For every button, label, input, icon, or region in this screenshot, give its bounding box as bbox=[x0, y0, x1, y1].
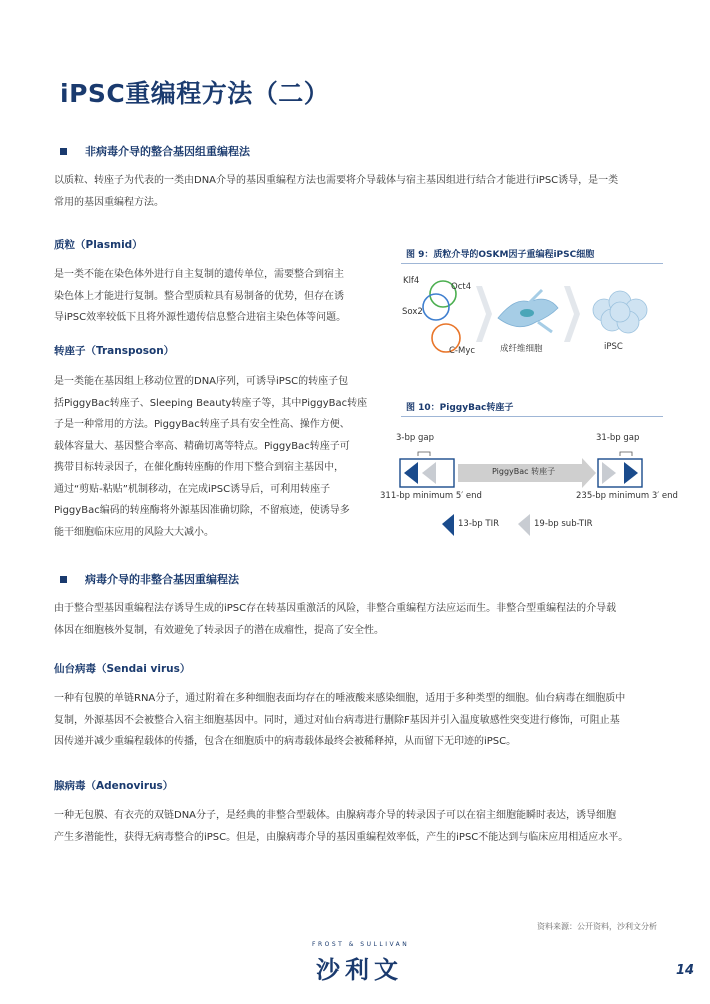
section2-intro bbox=[54, 598, 666, 641]
ipsc-cluster-icon bbox=[593, 291, 647, 333]
label-cmyc: C-Myc bbox=[449, 346, 476, 356]
text-line: 载体容量大、基因整合率高、精确切离等特点。PiggyBac转座子可 bbox=[54, 440, 350, 452]
transposon-heading: 转座子（Transposon） bbox=[54, 345, 175, 357]
label-oct4: Oct4 bbox=[451, 282, 472, 292]
arrow-right-icon bbox=[564, 286, 580, 342]
fibroblast-cell-icon bbox=[498, 290, 558, 332]
text-line: 携带目标转录因子，在催化酶转座酶的作用下整合到宿主基因中， bbox=[54, 462, 344, 473]
section-heading-non-viral bbox=[60, 143, 250, 159]
text-line: 一种无包膜、有衣壳的双链DNA分子，是经典的非整合型载体。由腺病毒介导的转录因子可以在宿主细胞能瞬时表达，诱导细胞 bbox=[54, 810, 617, 821]
figure9-title: 图 9：质粒介导的OSKM因子重编程iPSC细胞 bbox=[406, 250, 595, 260]
figure10-title: 图 10：PiggyBac转座子 bbox=[406, 403, 514, 413]
label-311bp: 311-bp minimum 5′ end bbox=[380, 491, 482, 501]
text-line: 一种有包膜的单链RNA分子，通过附着在多种细胞表面均存在的唾液酸来感染细胞，适用于多种类型的细胞。仙台病毒在细胞质中 bbox=[54, 693, 626, 704]
text-line: 导iPSC效率较低下且将外源性遗传信息整合进宿主染色体等问题。 bbox=[54, 312, 347, 323]
text-line: 由于整合型基因重编程法存诱导生成的iPSC存在转基因重激活的风险，非整合重编程方法应运而生。非整合型重编程法的介导载 bbox=[54, 603, 617, 614]
arrow-right-icon bbox=[476, 286, 492, 342]
text-line: 复制，外源基因不会被整合入宿主细胞基因中。同时，通过对仙台病毒进行删除F基因并引入温度敏感性突变进行修饰，可阻止基 bbox=[54, 714, 620, 726]
transposon-text bbox=[54, 371, 384, 543]
label-19bp-subtir: 19-bp sub-TIR bbox=[534, 519, 593, 529]
text-line: 染色体上才能进行复制。整合型质粒具有易制备的优势，但存在诱 bbox=[54, 290, 344, 302]
adenovirus-heading: 腺病毒（Adenovirus） bbox=[54, 780, 174, 792]
label-235bp: 235-bp minimum 3′ end bbox=[576, 491, 678, 501]
figure9-divider bbox=[401, 263, 663, 264]
figure10-divider bbox=[401, 416, 663, 417]
gap-bracket-left bbox=[418, 452, 430, 456]
adenovirus-text bbox=[54, 805, 666, 848]
text-line: 以质粒、转座子为代表的一类由DNA介导的基因重编程方法也需要将介导载体与宿主基因组进行结合才能进行iPSC诱导，是一类 bbox=[54, 175, 619, 186]
legend-subtir-icon bbox=[518, 514, 530, 536]
text-line: 因传递并减少重编程载体的传播，包含在细胞质中的病毒载体最终会被稀释掉，从而留下无印迹的iPSC。 bbox=[54, 736, 517, 747]
label-sox2: Sox2 bbox=[402, 307, 423, 317]
label-ipsc: iPSC bbox=[604, 342, 623, 352]
source-note: 资料来源：公开资料，沙利文分析 bbox=[537, 922, 657, 931]
text-line: 能干细胞临床应用的风险大大减小。 bbox=[54, 526, 214, 538]
text-line: PiggyBac编码的转座酶将外源基因准确切除，不留痕迹，使诱导多 bbox=[54, 505, 350, 516]
text-line: 是一类能在基因组上移动位置的DNA序列，可诱导iPSC的转座子包 bbox=[54, 376, 349, 387]
text-line: 通过“剪贴-粘贴”机制移动，在完成iPSC诱导后，可利用转座子 bbox=[54, 483, 331, 495]
text-line: 常用的基因重编程方法。 bbox=[54, 196, 164, 208]
section-heading-viral bbox=[60, 571, 239, 587]
logo-frost-sullivan: FROST & SULLIVAN bbox=[312, 941, 410, 948]
plasmid-heading: 质粒（Plasmid） bbox=[54, 239, 143, 251]
page-title: iPSC重编程方法（二） bbox=[60, 79, 330, 108]
bullet-square-icon bbox=[60, 148, 67, 155]
sendai-heading: 仙台病毒（Sendai virus） bbox=[54, 663, 191, 675]
gap-bracket-right bbox=[620, 452, 632, 456]
label-klf4: Klf4 bbox=[403, 276, 420, 286]
label-fibroblast: 成纤维细胞 bbox=[500, 344, 543, 354]
text-line: 子是一种常用的方法。PiggyBac转座子具有安全性高、操作方便、 bbox=[54, 419, 350, 430]
text-line: 是一类不能在染色体外进行自主复制的遗传单位，需要整合到宿主 bbox=[54, 269, 344, 280]
logo-shaliwen: 沙利文 bbox=[316, 956, 403, 984]
text-line: 体因在细胞核外复制，有效避免了转录因子的潜在成瘤性，提高了安全性。 bbox=[54, 624, 384, 636]
sendai-text bbox=[54, 688, 666, 753]
label-13bp-tir: 13-bp TIR bbox=[458, 519, 499, 529]
plasmid-text bbox=[54, 264, 384, 329]
label-piggybac-core: PiggyBac 转座子 bbox=[492, 467, 556, 476]
text-line: 括PiggyBac转座子、Sleeping Beauty转座子等，其中PiggyBac转座 bbox=[54, 397, 368, 409]
section-heading-text: 病毒介导的非整合基因重编程法 bbox=[85, 573, 239, 586]
section-heading-text: 非病毒介导的整合基因组重编程法 bbox=[85, 145, 250, 158]
label-3bp-gap: 3-bp gap bbox=[396, 433, 434, 443]
label-31bp-gap: 31-bp gap bbox=[596, 433, 640, 443]
bullet-square-icon bbox=[60, 576, 67, 583]
page-number: 14 bbox=[676, 963, 695, 978]
legend-tir-icon bbox=[442, 514, 454, 536]
figure10-diagram bbox=[396, 440, 670, 540]
text-line: 产生多潜能性，获得无病毒整合的iPSC。但是，由腺病毒介导的基因重编程效率低，产生的iPSC不能达到与临床应用相适应水平。 bbox=[54, 831, 629, 843]
section1-intro bbox=[54, 170, 664, 213]
